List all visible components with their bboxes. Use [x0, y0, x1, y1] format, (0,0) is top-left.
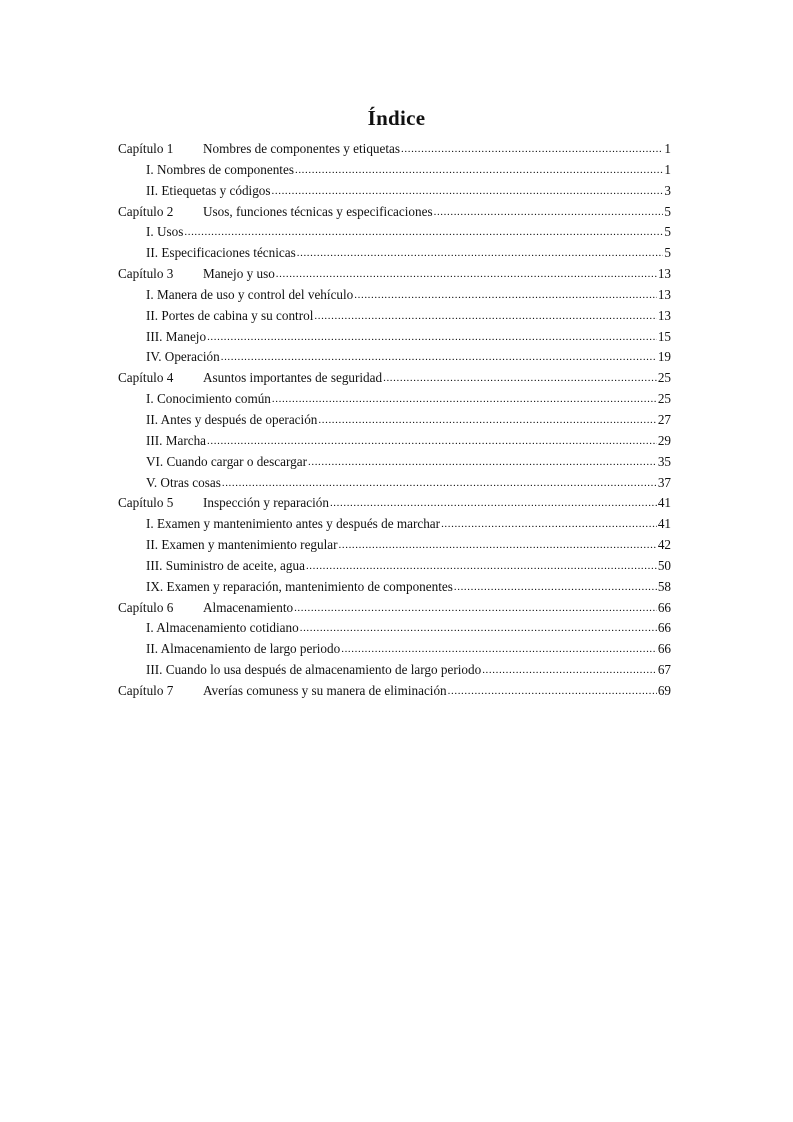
page-number: 66: [657, 620, 671, 636]
page-number: 3: [664, 182, 671, 198]
dot-leader: [318, 409, 656, 430]
section-title: I. Examen y mantenimiento antes y después de marchar: [146, 516, 441, 532]
section-title: III. Marcha: [146, 432, 207, 448]
toc-section-row: [118, 473, 671, 494]
toc-section-row: [118, 410, 671, 431]
dot-leader: [383, 367, 657, 388]
toc-section-row: [118, 181, 671, 202]
page-number: 66: [657, 599, 671, 615]
toc-chapter-row: [118, 264, 671, 285]
page-number: 5: [664, 245, 671, 261]
section-title: I. Usos: [146, 224, 184, 240]
toc-chapter-row: [118, 139, 671, 160]
chapter-label: Capítulo 2: [118, 203, 174, 219]
toc-chapter-row: [118, 493, 671, 514]
toc-section-row: [118, 514, 671, 535]
table-of-contents: [118, 139, 671, 702]
chapter-title: Manejo y uso: [203, 266, 275, 282]
toc-section-row: [118, 327, 671, 348]
dot-leader: [434, 201, 664, 222]
page-number: 42: [657, 537, 671, 553]
page-number: 1: [664, 141, 671, 156]
page-number: 13: [657, 307, 671, 323]
dot-leader: [222, 472, 657, 493]
dot-leader: [300, 617, 657, 638]
chapter-title: Asuntos importantes de seguridad: [203, 370, 383, 386]
toc-chapter-row: [118, 598, 671, 619]
section-title: I. Conocimiento común: [146, 391, 271, 407]
section-title: II. Especificaciones técnicas: [146, 245, 296, 261]
chapter-title: Inspección y reparación: [203, 495, 329, 511]
dot-leader: [314, 305, 656, 326]
toc-section-row: [118, 431, 671, 452]
section-title: IV. Operación: [146, 349, 220, 365]
page-number: 1: [664, 161, 671, 177]
dot-leader: [207, 430, 657, 451]
dot-leader: [354, 284, 657, 305]
section-title: II. Almacenamiento de largo periodo: [146, 641, 341, 657]
toc-section-row: [118, 535, 671, 556]
section-title: IX. Examen y reparación, mantenimiento de componentes: [146, 578, 453, 594]
toc-section-row: [118, 660, 671, 681]
page-number: 66: [657, 641, 671, 657]
dot-leader: [272, 180, 664, 201]
page-number: 58: [657, 578, 671, 594]
page-number: 41: [657, 495, 671, 511]
chapter-title: Usos, funciones técnicas y especificaciones: [203, 203, 433, 219]
chapter-label: Capítulo 1: [118, 141, 174, 156]
chapter-label: Capítulo 7: [118, 682, 174, 698]
chapter-label: Capítulo 3: [118, 266, 174, 282]
chapter-title: Nombres de componentes y etiquetas: [203, 141, 401, 156]
page-number: 19: [657, 349, 671, 365]
page-number: 27: [657, 411, 671, 427]
toc-section-row: [118, 618, 671, 639]
chapter-title: Almacenamiento: [203, 599, 294, 615]
chapter-label: Capítulo 4: [118, 370, 174, 386]
toc-section-row: [118, 639, 671, 660]
page-number: 69: [657, 682, 671, 698]
section-title: II. Examen y mantenimiento regular: [146, 537, 338, 553]
dot-leader: [341, 638, 657, 659]
page-number: 35: [657, 453, 671, 469]
dot-leader: [295, 159, 663, 180]
page-number: 5: [664, 203, 671, 219]
page-number: 13: [657, 266, 671, 282]
dot-leader: [294, 597, 657, 618]
dot-leader: [297, 242, 664, 263]
section-title: II. Etiequetas y códigos: [146, 182, 271, 198]
page-number: 13: [657, 286, 671, 302]
page-number: 5: [664, 224, 671, 240]
toc-section-row: [118, 577, 671, 598]
toc-section-row: [118, 347, 671, 368]
page-number: 67: [657, 662, 671, 678]
chapter-label: Capítulo 5: [118, 495, 174, 511]
toc-section-row: [118, 222, 671, 243]
toc-chapter-row: [118, 681, 671, 702]
page-number: 25: [657, 391, 671, 407]
section-title: I. Manera de uso y control del vehículo: [146, 286, 354, 302]
dot-leader: [272, 388, 657, 409]
dot-leader: [184, 221, 663, 242]
toc-section-row: [118, 285, 671, 306]
toc-chapter-row: [118, 368, 671, 389]
toc-section-row: [118, 452, 671, 473]
page-number: 37: [657, 474, 671, 490]
toc-section-row: [118, 243, 671, 264]
page-number: 25: [657, 370, 671, 386]
dot-leader: [401, 138, 663, 159]
toc-section-row: [118, 306, 671, 327]
dot-leader: [306, 555, 657, 576]
section-title: III. Suministro de aceite, agua: [146, 557, 305, 573]
section-title: V. Otras cosas: [146, 474, 221, 490]
section-title: III. Manejo: [146, 328, 207, 344]
toc-section-row: [118, 160, 671, 181]
chapter-label: Capítulo 6: [118, 599, 174, 615]
toc-section-row: [118, 556, 671, 577]
page-number: 50: [657, 557, 671, 573]
dot-leader: [276, 263, 657, 284]
section-title: III. Cuando lo usa después de almacenamiento de largo periodo: [146, 662, 482, 678]
page-number: 41: [657, 516, 671, 532]
page-title: Índice: [367, 106, 426, 130]
chapter-title: Averías comuness y su manera de eliminación: [203, 682, 447, 698]
section-title: II. Antes y después de operación: [146, 411, 318, 427]
dot-leader: [330, 492, 657, 513]
section-title: I. Almacenamiento cotidiano: [146, 620, 299, 636]
section-title: I. Nombres de componentes: [146, 161, 294, 177]
page-number: 29: [657, 432, 671, 448]
dot-leader: [454, 576, 657, 597]
section-title: VI. Cuando cargar o descargar: [146, 453, 307, 469]
dot-leader: [448, 680, 657, 701]
page-number: 15: [657, 328, 671, 344]
dot-leader: [441, 513, 657, 534]
dot-leader: [221, 346, 657, 367]
dot-leader: [308, 451, 657, 472]
toc-chapter-row: [118, 202, 671, 223]
section-title: II. Portes de cabina y su control: [146, 307, 314, 323]
dot-leader: [482, 659, 657, 680]
toc-section-row: [118, 389, 671, 410]
dot-leader: [207, 326, 657, 347]
dot-leader: [339, 534, 657, 555]
